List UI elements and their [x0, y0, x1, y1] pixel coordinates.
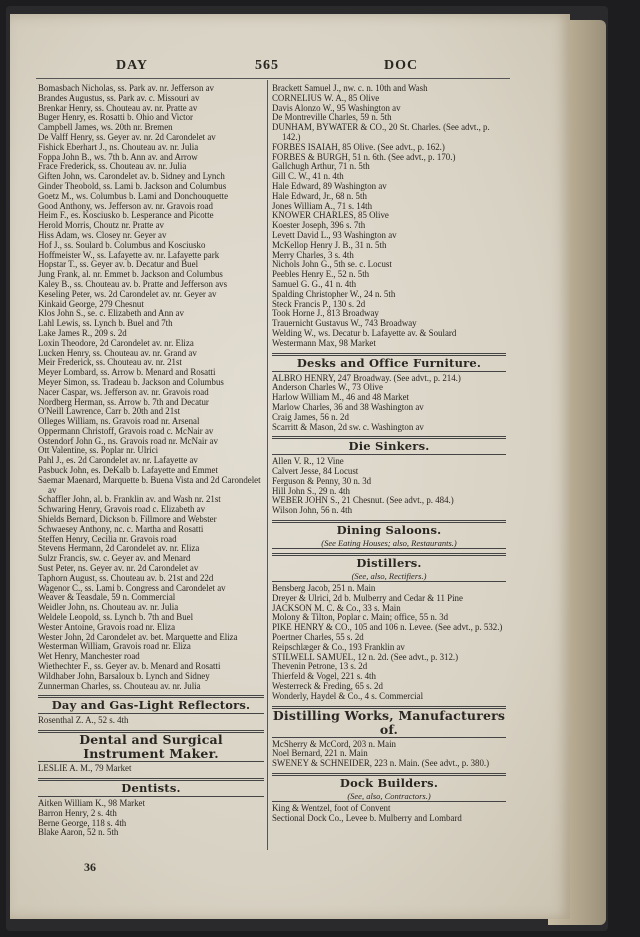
section-cross-reference: (See, also, Contractors.) — [347, 791, 431, 802]
directory-entry: Sust Peter, ns. Geyer av. nr. 2d Carondelet av — [38, 564, 199, 574]
directory-entry: Hof J., ss. Soulard b. Columbus and Kosciusko — [38, 240, 206, 250]
directory-entry: Weaver & Teasdale, 59 n. Commercial — [38, 593, 176, 603]
directory-entry: Buger Henry, es. Rosatti b. Ohio and Victor — [38, 113, 193, 123]
directory-entry: Harlow William M., 46 and 48 Market — [272, 393, 410, 403]
directory-entry: Scarritt & Mason, 2d sw. c. Washington av — [272, 422, 424, 432]
directory-entry: Giften John, ws. Carondelet av. b. Sidney and Lynch — [38, 172, 225, 182]
section-title: Distilling Works, Manufacturers of. — [272, 707, 506, 737]
section-cross-reference: (See, also, Rectifiers.) — [351, 571, 427, 582]
directory-entry: Nacer Caspar, ws. Jefferson av. nr. Gravois road — [38, 387, 209, 397]
section-rule — [272, 454, 506, 455]
directory-entry: Koester Joseph, 396 s. 7th — [272, 221, 366, 231]
directory-entry: Wonderly, Haydel & Co., 4 s. Commercial — [272, 691, 424, 701]
directory-entry: KNOWER CHARLES, 85 Olive — [272, 211, 389, 221]
directory-entry: Foppa John B., ws. 7th b. Ann av. and Arrow — [38, 152, 198, 162]
directory-entry: Hale Edward, 89 Washington av — [272, 181, 387, 191]
section-title: Dentists. — [121, 781, 181, 795]
header-rule — [36, 78, 510, 79]
directory-entry: Olleges William, ns. Gravois road nr. Arsenal — [38, 417, 200, 427]
section-heading — [38, 730, 264, 762]
section-title: Die Sinkers. — [348, 439, 430, 454]
directory-entry: Wester John, 2d Carondelet av. bet. Marquette and Eliza — [38, 632, 238, 642]
directory-entry: Brandes Augustus, ss. Park av. c. Missouri av — [38, 93, 200, 103]
directory-entry: Wilson John, 56 n. 4th — [272, 506, 353, 516]
directory-entry: LESLIE A. M., 79 Market — [38, 764, 132, 774]
section-rule — [38, 713, 264, 714]
directory-entry: Ginder Theobold, ss. Lami b. Jackson and Columbus — [38, 181, 227, 191]
folio-number: 36 — [84, 860, 96, 874]
directory-entry: Thevenin Petrone, 13 s. 2d — [272, 662, 368, 672]
directory-entry: Merry Charles, 3 s. 4th — [272, 250, 354, 260]
directory-entry: Jones William A., 71 s. 14th — [272, 201, 373, 211]
directory-entry: Schwaesey Anthony, nc. c. Martha and Rosatti — [38, 524, 204, 534]
directory-entry: Wester Antoine, Gravois road nr. Eliza — [38, 622, 176, 632]
directory-entry: FORBES & BURGH, 51 n. 6th. (See advt., p. 170.) — [272, 152, 456, 162]
directory-entry: Gallchugh Arthur, 71 n. 5th — [272, 162, 370, 172]
directory-entry: Kaley B., ss. Chouteau av. b. Pratte and Jefferson avs — [38, 279, 228, 289]
directory-entry: Steck Francis P., 130 s. 2d — [272, 299, 366, 309]
directory-entry: Taphorn August, ss. Chouteau av. b. 21st and 22d — [38, 573, 214, 583]
directory-entry: Reipschlæger & Co., 193 Franklin av — [272, 642, 405, 652]
directory-entry: Fishick Eberhart J., ns. Chouteau av. nr. Julia — [38, 142, 199, 152]
directory-entry: Campbell James, ws. 20th nr. Bremen — [38, 123, 173, 133]
directory-entry: Herold Morris, Choutz nr. Pratte av — [38, 221, 164, 231]
directory-entry: Wiethechter F., ss. Geyer av. b. Menard and Rosatti — [38, 662, 221, 672]
directory-entry: Wagenor C., ss. Lami b. Congress and Carondelet av — [38, 583, 226, 593]
directory-entry: Pasbuck John, es. DeKalb b. Lafayette and Emmet — [38, 466, 218, 476]
section-rule — [272, 706, 506, 707]
directory-entry: CORNELIUS W. A., 85 Olive — [272, 93, 380, 103]
directory-entry: DUNHAM, BYWATER & CO., 20 St. Charles. (See advt., p. 142.) — [272, 123, 490, 142]
directory-entry: Lahl Lewis, ss. Lynch b. Buel and 7th — [38, 319, 173, 329]
directory-entry: King & Wentzel, foot of Convent — [272, 804, 391, 814]
section-title: Day and Gas-Light Reflectors. — [51, 698, 251, 713]
directory-entry: Brenkar Henry, ss. Chouteau av. nr. Pratte av — [38, 103, 198, 113]
section-heading — [272, 553, 506, 582]
section-heading — [38, 695, 264, 714]
directory-entry: Sectional Dock Co., Levee b. Mulberry and Lombard — [272, 813, 462, 823]
section-rule — [272, 436, 506, 437]
directory-entry: Westerreck & Freding, 65 s. 2d — [272, 682, 383, 692]
directory-entry: Frace Frederick, ss. Chouteau av. nr. Julia — [38, 162, 187, 172]
section-heading — [272, 520, 506, 549]
directory-entry: Zunnerman Charles, ss. Chouteau av. nr. Julia — [38, 681, 201, 691]
directory-entry: Weidler John, ns. Chouteau av. nr. Julia — [38, 603, 179, 613]
directory-entry: Ferguson & Penny, 30 n. 3d — [272, 476, 372, 486]
directory-entry: Hale Edward, Jr., 68 n. 5th — [272, 191, 367, 201]
directory-entry: Rosenthal Z. A., 52 s. 4th — [38, 716, 129, 726]
section-rule — [272, 581, 506, 582]
directory-entry: Shields Bernard, Dickson b. Fillmore and Webster — [38, 515, 217, 525]
directory-entry: SWENEY & SCHNEIDER, 223 n. Main. (See advt., p. 380.) — [272, 759, 490, 769]
directory-entry: Welding W., ws. Decatur b. Lafayette av. & Soulard — [272, 328, 457, 338]
directory-entry: JACKSON M. C. & Co., 33 s. Main — [272, 603, 401, 613]
directory-entry: FORBES ISAIAH, 85 Olive. (See advt., p. 162.) — [272, 142, 445, 152]
directory-entry: Samuel G. G., 41 n. 4th — [272, 279, 357, 289]
directory-entry: De Valff Henry, ss. Geyer av. nr. 2d Carondelet av — [38, 132, 216, 142]
column-divider — [267, 80, 268, 850]
directory-entry: Allen V. R., 12 Vine — [272, 457, 344, 467]
directory-entry: Jung Frank, al. nr. Emmet b. Jackson and Columbus — [38, 270, 223, 280]
section-rule — [38, 695, 264, 696]
directory-entry: Westermann Max, 98 Market — [272, 338, 376, 348]
section-title: Dental and Surgical Instrument Maker. — [79, 732, 223, 762]
directory-entry: Goetz M., ws. Columbus b. Lami and Donchouquette — [38, 191, 229, 201]
directory-entry: Meir Frederick, ss. Chouteau av. nr. 21st — [38, 358, 182, 368]
directory-entry: WEBER JOHN S., 21 Chesnut. (See advt., p. 484.) — [272, 496, 454, 506]
section-heading — [272, 773, 506, 802]
directory-entry: Thierfeld & Vogel, 221 s. 4th — [272, 672, 376, 682]
left-column — [38, 84, 264, 838]
directory-entry: Dreyer & Ulrici, 2d b. Mulberry and Cedar & 11 Pine — [272, 593, 463, 603]
directory-entry: Nichols John G., 5th se. c. Locust — [272, 260, 392, 270]
directory-entry: Hill John S., 29 n. 4th — [272, 486, 350, 496]
directory-entry: McSherry & McCord, 203 n. Main — [272, 739, 396, 749]
directory-entry: Spalding Christopher W., 24 n. 5th — [272, 289, 396, 299]
directory-entry: Brackett Samuel J., nw. c. n. 10th and Wash — [272, 84, 428, 93]
header-left-guide-word: DAY — [116, 58, 149, 73]
section-rule — [38, 778, 264, 779]
section-title: Desks and Office Furniture. — [296, 355, 482, 370]
section-rule — [38, 796, 264, 797]
directory-entry: Took Horne J., 813 Broadway — [272, 309, 379, 319]
section-rule — [272, 773, 506, 774]
directory-entry: Barron Henry, 2 s. 4th — [38, 808, 117, 818]
directory-entry: Nordberg Herman, ss. Arrow b. 7th and Decatur — [38, 397, 209, 407]
directory-entry: Weldele Leopold, ss. Lynch b. 7th and Buel — [38, 613, 194, 623]
directory-entry: Klos John S., se. c. Elizabeth and Ann av — [38, 309, 184, 319]
section-rule — [272, 353, 506, 354]
directory-entry: ALBRO HENRY, 247 Broadway. (See advt., p. 214.) — [272, 373, 461, 383]
section-rule — [38, 730, 264, 731]
directory-entry: O'Neill Lawrence, Carr b. 20th and 21st — [38, 407, 181, 417]
directory-entry: Good Anthony, ws. Jefferson av. nr. Gravois road — [38, 201, 213, 211]
directory-entry: Lake James R., 209 s. 2d — [38, 328, 127, 338]
directory-entry: Keseling Peter, ws. 2d Carondelet av. nr. Geyer av — [38, 289, 217, 299]
directory-entry: Loxin Theodore, 2d Carondelet av. nr. Eliza — [38, 338, 194, 348]
directory-entry: Hoffmeister W., ss. Lafayette av. nr. Lafayette park — [38, 250, 220, 260]
directory-entry: McKellop Henry J. B., 31 n. 5th — [272, 240, 387, 250]
directory-entry: Stevens Hermann, 2d Carondelet av. nr. Eliza — [38, 544, 200, 554]
section-title: Dock Builders. — [339, 776, 439, 791]
directory-entry: Bomasbach Nicholas, ss. Park av. nr. Jefferson av — [38, 84, 214, 93]
directory-entry: Oppermann Christoff, Gravois road c. McNair av — [38, 426, 214, 436]
directory-entry: Lucken Henry, ss. Chouteau av. nr. Grand av — [38, 348, 197, 358]
directory-entry: Davis Alonzo W., 95 Washington av — [272, 103, 401, 113]
right-column — [272, 84, 506, 824]
directory-entry: Hiss Adam, ws. Closey nr. Geyer av — [38, 230, 167, 240]
directory-entry: Aitken William K., 98 Market — [38, 799, 145, 808]
directory-entry: Wet Henry, Manchester road — [38, 652, 140, 662]
directory-entry: Poertner Charles, 55 s. 2d — [272, 633, 364, 643]
section-rule — [272, 548, 506, 549]
directory-entry: STILWELL SAMUEL, 12 n. 2d. (See advt., p. 312.) — [272, 652, 459, 662]
directory-entry: Gill C. W., 41 n. 4th — [272, 172, 344, 182]
directory-entry: Bensberg Jacob, 251 n. Main — [272, 584, 376, 594]
section-heading — [272, 353, 506, 372]
directory-entry: Saemar Maenard, Marquette b. Buena Vista and 2d Carondelet av — [38, 475, 261, 495]
section-rule — [272, 553, 506, 554]
directory-entry: Peebles Henry E., 52 n. 5th — [272, 270, 370, 280]
directory-entry: Noel Bernard, 221 n. Main — [272, 749, 368, 759]
directory-entry: Craig James, 56 n. 2d — [272, 412, 349, 422]
directory-entry: Wildhaber John, Barsaloux b. Lynch and Sidney — [38, 671, 210, 681]
section-title: Distillers. — [356, 556, 422, 571]
directory-entry: Kinkaid George, 279 Chesnut — [38, 299, 144, 309]
section-rule — [272, 371, 506, 372]
directory-page — [10, 14, 570, 919]
section-heading — [272, 706, 506, 738]
header-right-guide-word: DOC — [384, 58, 419, 73]
directory-entry: Ostendorf John G., ns. Gravois road nr. McNair av — [38, 436, 218, 446]
directory-entry: Trauernicht Gustavus W., 743 Broadway — [272, 319, 417, 329]
directory-entry: Pahl J., es. 2d Carondelet av. nr. Lafayette av — [38, 456, 198, 466]
directory-entry: Steffen Henry, Cecilia nr. Gravois road — [38, 534, 177, 544]
directory-entry: Sulzr Francis, sw. c. Geyer av. and Menard — [38, 554, 191, 564]
directory-entry: Schwaring Henry, Gravois road c. Elizabeth av — [38, 505, 206, 515]
directory-entry: Levett David L., 93 Washington av — [272, 230, 397, 240]
directory-entry: Blake Aaron, 52 n. 5th — [38, 828, 119, 838]
section-cross-reference: (See Eating Houses; also, Restaurants.) — [321, 538, 457, 549]
directory-entry: Meyer Simon, ss. Tradeau b. Jackson and Columbus — [38, 377, 224, 387]
header-page-number: 565 — [255, 58, 279, 73]
running-header — [10, 58, 570, 78]
directory-entry: Westerman William, Gravois road nr. Eliza — [38, 642, 191, 652]
section-heading — [38, 778, 264, 797]
directory-entry: Ott Valentine, ss. Poplar nr. Ulrici — [38, 446, 159, 456]
section-rule — [272, 801, 506, 802]
directory-entry: Anderson Charles W., 73 Olive — [272, 383, 383, 393]
directory-entry: Meyer Lombard, ss. Arrow b. Menard and Rosatti — [38, 368, 216, 378]
directory-entry: Berne George, 118 s. 4th — [38, 818, 127, 828]
section-rule — [38, 761, 264, 762]
directory-entry: Marlow Charles, 36 and 38 Washington av — [272, 402, 424, 412]
directory-entry: Schaffler John, al. b. Franklin av. and Wash nr. 21st — [38, 495, 221, 505]
section-heading — [272, 436, 506, 455]
section-title: Dining Saloons. — [336, 523, 442, 538]
directory-entry: Molony & Tilton, Poplar c. Main; office, 55 n. 3d — [272, 613, 449, 623]
section-rule — [272, 520, 506, 521]
section-rule — [272, 737, 506, 738]
directory-entry: Calvert Jesse, 84 Locust — [272, 467, 359, 477]
directory-entry: De Montreville Charles, 59 n. 5th — [272, 113, 392, 123]
directory-entry: Heim F., es. Kosciusko b. Lesperance and Picotte — [38, 211, 214, 221]
directory-entry: PIKE HENRY & CO., 105 and 106 n. Levee. (See advt., p. 532.) — [272, 623, 503, 633]
directory-entry: Hopstar T., ss. Geyer av. b. Decatur and Buel — [38, 260, 199, 270]
